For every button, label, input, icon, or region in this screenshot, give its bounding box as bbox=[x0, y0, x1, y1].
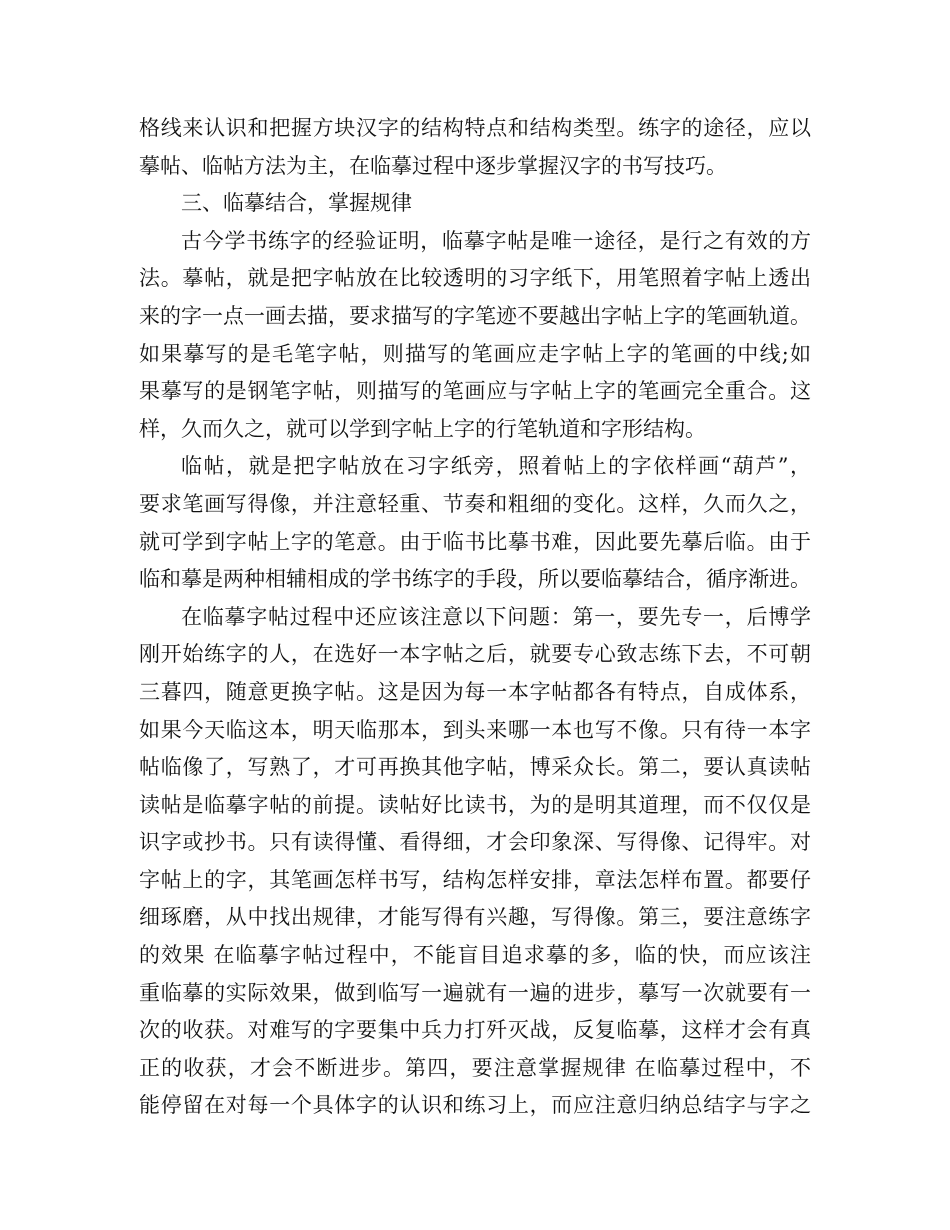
text-line: 三暮四，随意更换字帖。这是因为每一本字帖都各有特点，自成体系， bbox=[139, 679, 811, 704]
text-line: 古今学书练字的经验证明，临摹字帖是唯一途径，是行之有效的方 bbox=[181, 228, 811, 253]
text-line: 就可学到字帖上字的笔意。由于临书比摹书难，因此要先摹后临。由于 bbox=[139, 529, 811, 554]
text-line: 果摹写的是钢笔字帖，则描写的笔画应与字帖上字的笔画完全重合。这 bbox=[139, 379, 811, 404]
text-line: 刚开始练字的人，在选好一本字帖之后，就要专心致志练下去，不可朝 bbox=[139, 642, 811, 667]
text-line: 细琢磨，从中找出规律，才能写得有兴趣，写得像。第三，要注意练字 bbox=[139, 905, 811, 930]
text-line: 样，久而久之，就可以学到字帖上字的行笔轨道和字形结构。 bbox=[139, 416, 706, 441]
text-line: 在临摹字帖过程中还应该注意以下问题：第一，要先专一，后博学 bbox=[181, 604, 811, 629]
text-line: 正的收获，才会不断进步。第四，要注意掌握规律 在临摹过程中，不 bbox=[139, 1055, 811, 1080]
text-line: 的效果 在临摹字帖过程中，不能盲目追求摹的多，临的快，而应该注 bbox=[139, 943, 811, 968]
text-line: 来的字一点一画去描，要求描写的字笔迹不要越出字帖上字的笔画轨道。 bbox=[139, 303, 811, 328]
text-line: 读帖是临摹字帖的前提。读帖好比读书，为的是明其道理，而不仅仅是 bbox=[139, 792, 811, 817]
text-line: 帖临像了，写熟了，才可再换其他字帖，博采众长。第二，要认真读帖 bbox=[139, 755, 811, 780]
text-line: 次的收获。对难写的字要集中兵力打歼灭战，反复临摹，这样才会有真 bbox=[139, 1018, 811, 1043]
text-line: 临和摹是两种相辅相成的学书练字的手段，所以要临摹结合，循序渐进。 bbox=[139, 567, 811, 592]
text-line: 临帖，就是把字帖放在习字纸旁，照着帖上的字依样画“葫芦”， bbox=[181, 454, 811, 479]
text-line: 重临摹的实际效果，做到临写一遍就有一遍的进步，摹写一次就要有一 bbox=[139, 980, 811, 1005]
text-line: 摹帖、临帖方法为主，在临摹过程中逐步掌握汉字的书写技巧。 bbox=[139, 153, 727, 178]
text-line: 法。摹帖，就是把字帖放在比较透明的习字纸下，用笔照着字帖上透出 bbox=[139, 266, 811, 291]
text-line: 如果今天临这本，明天临那本，到头来哪一本也写不像。只有待一本字 bbox=[139, 717, 811, 742]
text-line: 如果摹写的是毛笔字帖，则描写的笔画应走字帖上字的笔画的中线;如 bbox=[139, 341, 811, 366]
text-line: 格线来认识和把握方块汉字的结构特点和结构类型。练字的途径，应以 bbox=[139, 116, 811, 140]
body-text bbox=[139, 110, 811, 1125]
section-heading: 三、临摹结合，掌握规律 bbox=[181, 191, 412, 216]
text-line: 能停留在对每一个具体字的认识和练习上，而应注意归纳总结字与字之 bbox=[139, 1093, 811, 1118]
text-line: 字帖上的字，其笔画怎样书写，结构怎样安排，章法怎样布置。都要仔 bbox=[139, 867, 811, 892]
text-line: 识字或抄书。只有读得懂、看得细，才会印象深、写得像、记得牢。对 bbox=[139, 830, 811, 855]
text-line: 要求笔画写得像，并注意轻重、节奏和粗细的变化。这样，久而久之， bbox=[139, 491, 811, 516]
